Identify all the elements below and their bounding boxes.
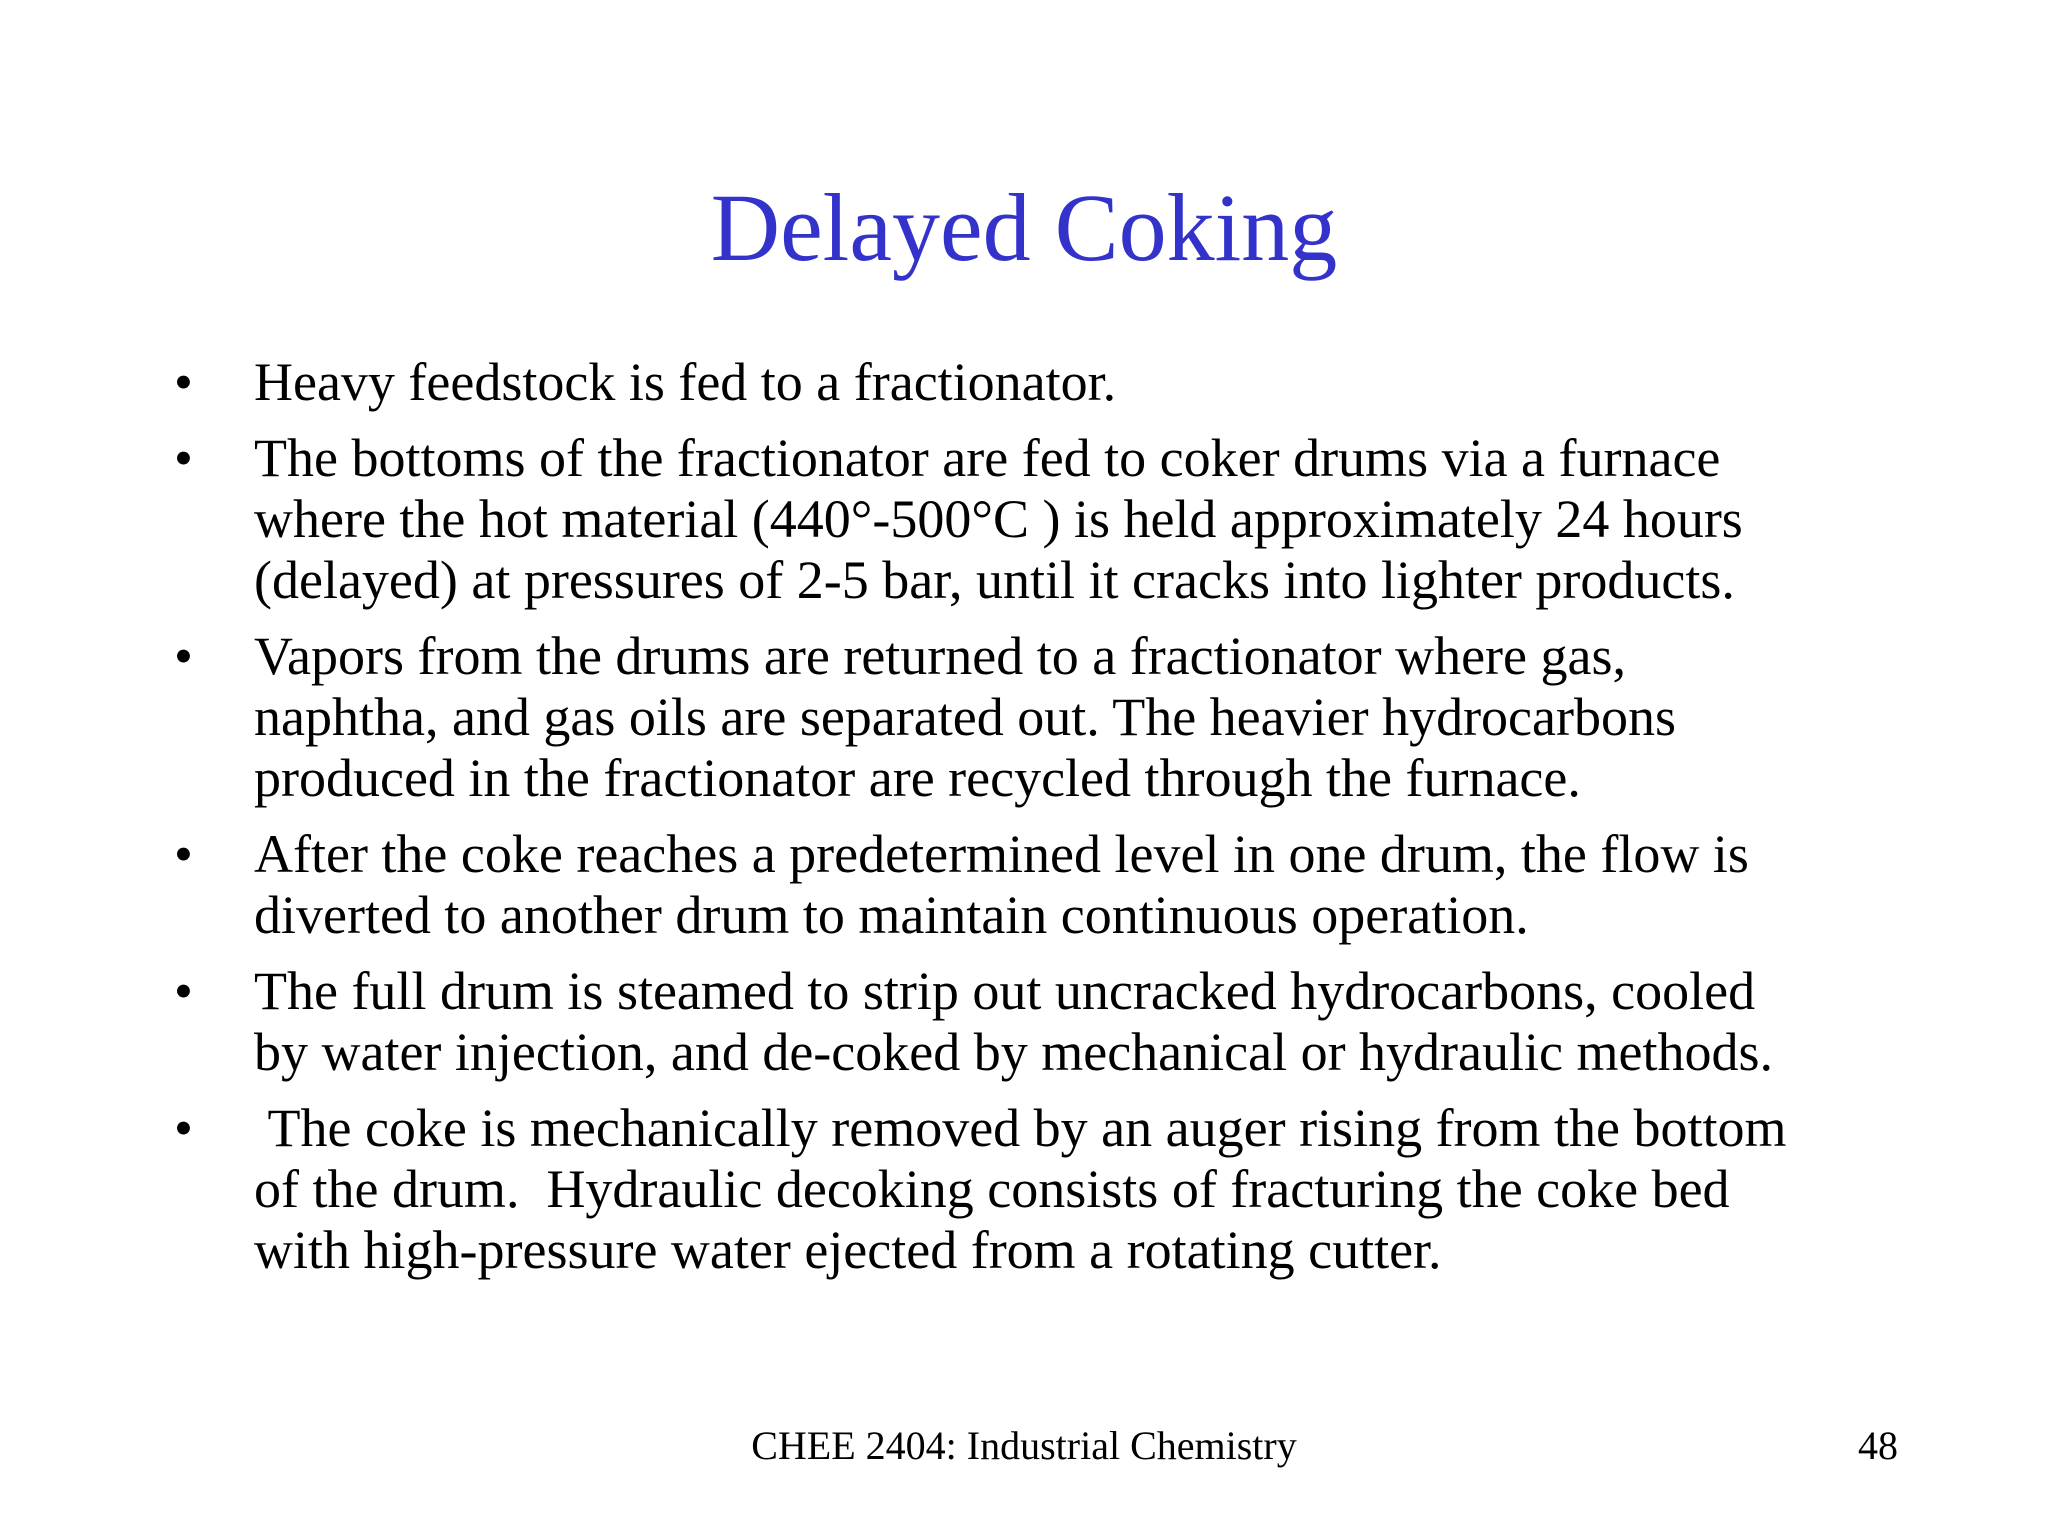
bullet-item bbox=[174, 1098, 1934, 1281]
bullet-item bbox=[174, 626, 1934, 809]
bullet-text: The full drum is steamed to strip out uncracked hydrocarbons, cooled by water injection, and de-coked by mechanical or hydraulic methods. bbox=[254, 961, 1773, 1082]
page-number: 48 bbox=[1858, 1423, 1898, 1468]
bullet-text: The coke is mechanically removed by an auger rising from the bottom of the drum. Hydraulic decoking consists of fracturing the coke bed with high-pressure water ejected from a rotating cutter. bbox=[254, 1098, 1787, 1280]
bullet-text: The bottoms of the fractionator are fed to coker drums via a furnace where the hot material (440°-500°C ) is held approximately 24 hours (delayed) at pressures of 2-5 bar, until it cracks into lighter products. bbox=[254, 428, 1743, 610]
bullet-icon: • bbox=[174, 824, 193, 884]
bullet-item bbox=[174, 961, 1934, 1083]
bullet-item bbox=[174, 824, 1934, 946]
bullet-list bbox=[174, 352, 1934, 1296]
bullet-item bbox=[174, 428, 1934, 611]
bullet-text: After the coke reaches a predetermined level in one drum, the flow is diverted to another drum to maintain continuous operation. bbox=[254, 824, 1749, 945]
footer-course-name: CHEE 2404: Industrial Chemistry bbox=[751, 1423, 1297, 1468]
bullet-text: Vapors from the drums are returned to a fractionator where gas, naphtha, and gas oils are separated out. The heavier hydrocarbons produced in the fractionator are recycled through the furnace. bbox=[254, 626, 1676, 808]
bullet-text: Heavy feedstock is fed to a fractionator. bbox=[254, 352, 1117, 412]
bullet-icon: • bbox=[174, 961, 193, 1021]
bullet-icon: • bbox=[174, 626, 193, 686]
bullet-item bbox=[174, 352, 1934, 413]
slide-title: Delayed Coking bbox=[710, 174, 1338, 281]
bullet-icon: • bbox=[174, 1098, 193, 1158]
bullet-icon: • bbox=[174, 352, 193, 412]
bullet-icon: • bbox=[174, 428, 193, 488]
